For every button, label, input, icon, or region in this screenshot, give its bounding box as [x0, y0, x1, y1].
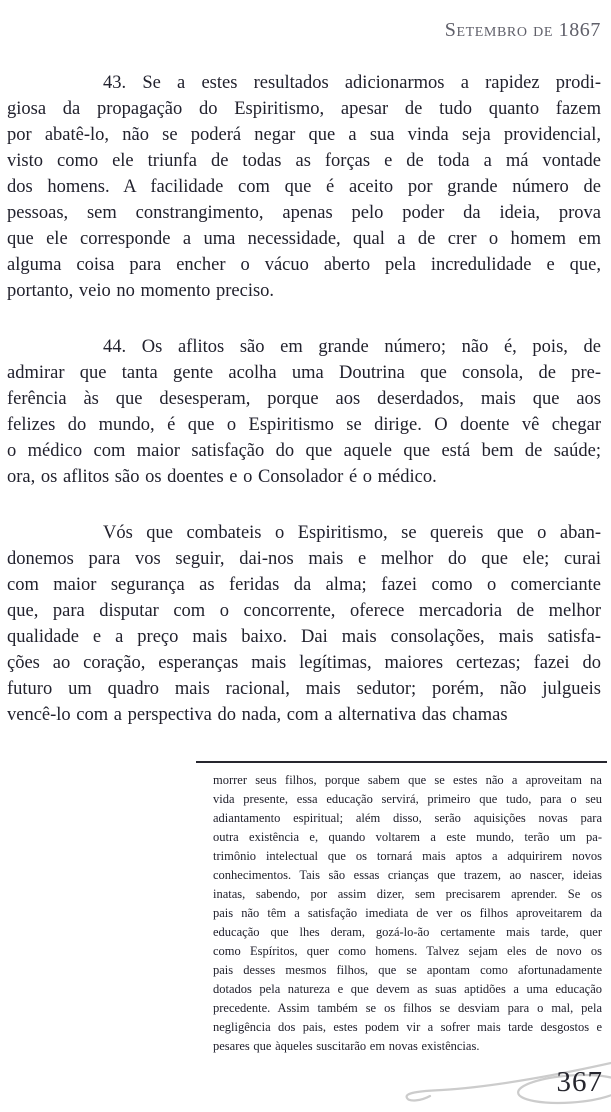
footnote-rule: [196, 761, 607, 763]
text-line: com maior segurança as feridas da alma; fazei como o comerciante: [7, 575, 601, 595]
running-head: Setembro de 1867: [444, 19, 601, 41]
text-line: conhecimentos. Tais são essas crianças que trazem, ao nascer, ideias: [213, 868, 602, 882]
text-line: ferência às que desesperam, porque aos deserdados, mais que aos: [7, 389, 601, 409]
text-line: alguma coisa para encher o vácuo aberto pela incredulidade e que,: [7, 255, 601, 275]
text-line: admirar que tanta gente acolha uma Doutrina que consola, de pre-: [7, 363, 601, 383]
text-line: educação que lhes deram, gozá-lo-ão certamente mais tarde, quer: [213, 925, 602, 939]
page-number: 367: [556, 1066, 603, 1098]
text-line: morrer seus filhos, porque sabem que se estes não a aproveitam na: [213, 773, 602, 787]
paragraph: [7, 520, 601, 728]
text-line: futuro um quadro mais racional, mais sedutor; porém, não julgueis: [7, 679, 601, 699]
text-line: ções ao coração, esperanças mais legítimas, maiores certezas; fazei do: [7, 653, 601, 673]
text-line: inatas, sabendo, por assim dizer, sem precisarem aprender. Se os: [213, 887, 602, 901]
text-line: donemos para vos seguir, dai-nos mais e melhor do que ele; curai: [7, 549, 601, 569]
text-line: que, para disputar com o concorrente, oferece mercadoria de melhor: [7, 601, 601, 621]
page-header: [445, 19, 601, 42]
footnote: [213, 771, 602, 1056]
paragraph: [7, 70, 601, 304]
text-line: 43. Se a estes resultados adicionarmos a rapidez prodi-: [103, 73, 601, 93]
text-line: negligência dos pais, estes podem vir a sofrer mais tarde desgostos e: [213, 1020, 602, 1034]
main-text: [7, 70, 601, 728]
text-line: vencê-lo com a perspectiva do nada, com a alternativa das chamas: [7, 705, 508, 725]
text-line: trimônio intelectual que os tornará mais aptos a adquirirem novos: [213, 849, 602, 863]
text-line: giosa da propagação do Espiritismo, apesar de tudo quanto fazem: [7, 99, 601, 119]
text-line: 44. Os aflitos são em grande número; não é, pois, de: [103, 337, 601, 357]
text-line: que ele corresponde a uma necessidade, qual a de crer o homem em: [7, 229, 601, 249]
text-line: pesares que àqueles suscitarão em novas existências.: [213, 1039, 480, 1053]
paragraph: [213, 771, 602, 1056]
text-line: pais desses mesmos filhos, que se apontam como afortunadamente: [213, 963, 602, 977]
text-line: precedente. Assim também se os filhos se desviam para o mal, pela: [213, 1001, 602, 1015]
text-line: dotados pela natureza e que devem as suas aptidões a uma educação: [213, 982, 602, 996]
text-line: pessoas, sem constrangimento, apenas pelo poder da ideia, prova: [7, 203, 601, 223]
text-line: vida presente, essa educação servirá, primeiro que tudo, para o seu: [213, 792, 602, 806]
text-line: pais não têm a satisfação imediata de ver os filhos aproveitarem da: [213, 906, 602, 920]
text-line: qualidade e a preço mais baixo. Dai mais consolações, mais satisfa-: [7, 627, 601, 647]
text-line: visto como ele triunfa de todas as forças e de toda a má vontade: [7, 151, 601, 171]
text-line: adiantamento espiritual; além disso, serão aquisições novas para: [213, 811, 602, 825]
text-line: por abatê-lo, não se poderá negar que a sua vinda seja providencial,: [7, 125, 601, 145]
text-line: Vós que combateis o Espiritismo, se quereis que o aban-: [103, 523, 601, 543]
text-line: o médico com maior satisfação do que aquele que está bem de saúde;: [7, 441, 601, 461]
paragraph: [7, 334, 601, 490]
text-line: dos homens. A facilidade com que é aceito por grande número de: [7, 177, 601, 197]
text-line: como Espíritos, quer como homens. Talvez sejam eles de novo os: [213, 944, 602, 958]
text-line: portanto, veio no momento preciso.: [7, 281, 275, 301]
text-line: ora, os aflitos são os doentes e o Consolador é o médico.: [7, 467, 437, 487]
text-line: felizes do mundo, é que o Espiritismo se dirige. O doente vê chegar: [7, 415, 601, 435]
text-line: outra existência e, quando voltarem a este mundo, terão um pa-: [213, 830, 602, 844]
